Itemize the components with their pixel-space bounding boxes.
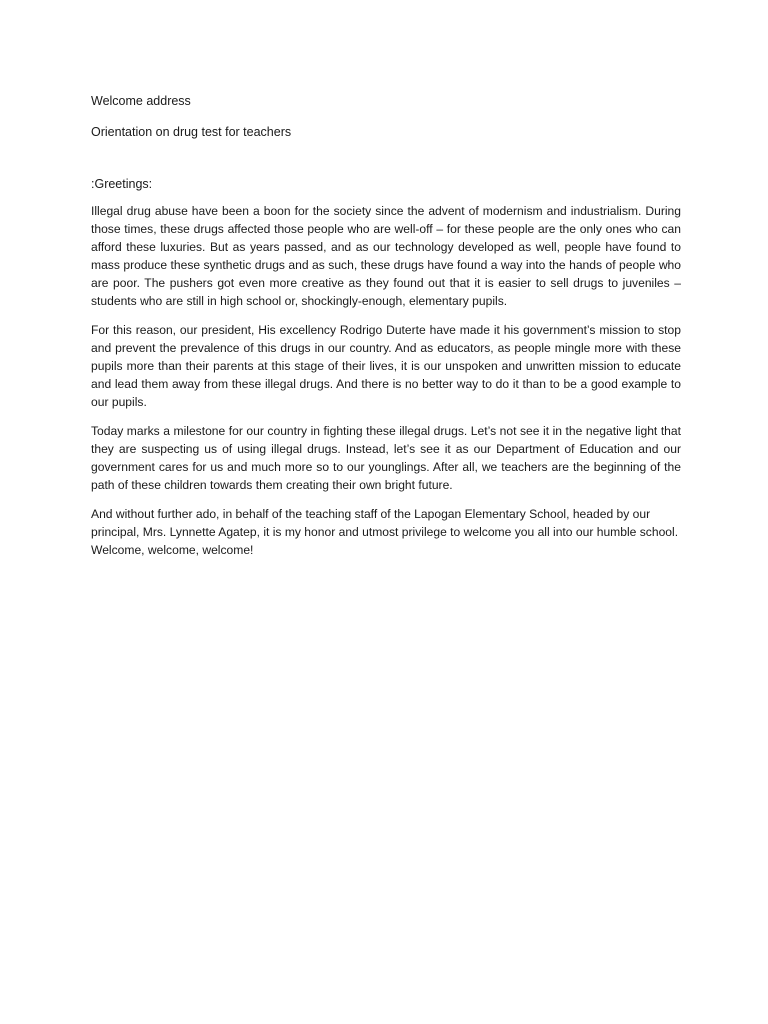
paragraph-mission: For this reason, our president, His excellency Rodrigo Duterte have made it his government’s mission to stop and prevent the prevalence of this drugs in our country. And as educators, as people mingle more with these pupils more than their parents at this stage of their lives, it is our unspoken and unwritten mission to educate and lead them away from these illegal drugs. And there is no better way to do it than to be a good example to our pupils. xyxy=(91,323,681,409)
greeting-line: :Greetings: xyxy=(91,177,153,191)
document-title: Welcome address xyxy=(91,94,191,108)
document-page xyxy=(91,92,681,570)
document-subtitle: Orientation on drug test for teachers xyxy=(91,125,292,139)
paragraph-welcome: And without further ado, in behalf of the teaching staff of the Lapogan Elementary School, headed by our principal, Mrs. Lynnette Agatep, it is my honor and utmost privilege to welcome you all into our humble school. Welcome, welcome, welcome! xyxy=(91,507,679,557)
paragraph-milestone: Today marks a milestone for our country in fighting these illegal drugs. Let’s not see it in the negative light that they are suspecting us of using illegal drugs. Instead, let’s see it as our Department of Education and our government cares for us and much more so to our younglings. After all, we teachers are the beginning of the path of these children towards them creating their own bright future. xyxy=(91,424,681,492)
paragraph-intro: Illegal drug abuse have been a boon for the society since the advent of modernism and industrialism. During those times, these drugs affected those people who are well-off – for these people are the only ones who can afford these luxuries. But as years passed, and as our technology developed as well, people have found to mass produce these synthetic drugs and as such, these drugs have found a way into the hands of people who are poor. The pushers got even more creative as they found out that it is easier to sell drugs to juveniles – students who are still in high school or, shockingly-enough, elementary pupils. xyxy=(91,204,681,308)
